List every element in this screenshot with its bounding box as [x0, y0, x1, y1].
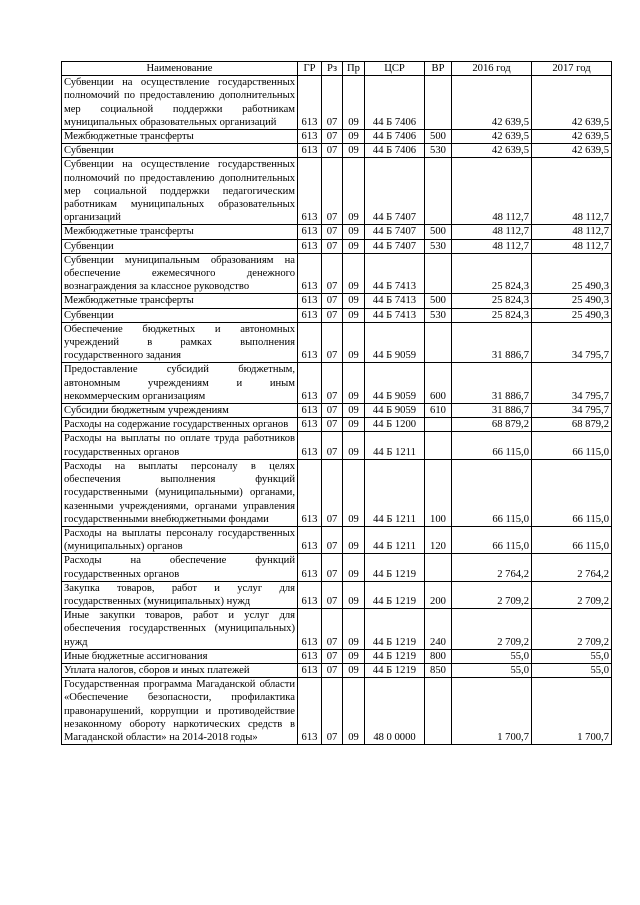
cell-rz: 07 [322, 526, 343, 553]
cell-rz: 07 [322, 609, 343, 650]
cell-name: Расходы на выплаты персоналу в целях обеспечения выполнения функций государственными (муниципальными) органами, казенными учреждениями, органами управления государственными внебюджетными фондами [62, 459, 298, 526]
cell-2017: 55,0 [532, 649, 612, 663]
cell-2017: 34 795,7 [532, 404, 612, 418]
cell-name: Расходы на выплаты персоналу государственных (муниципальных) органов [62, 526, 298, 553]
cell-gr: 613 [298, 459, 322, 526]
cell-pr: 09 [343, 432, 365, 459]
cell-gr: 613 [298, 526, 322, 553]
cell-pr: 09 [343, 649, 365, 663]
cell-pr: 09 [343, 418, 365, 432]
cell-name: Субвенции муниципальным образованиям на обеспечение ежемесячного денежного вознаграждения за классное руководство [62, 253, 298, 294]
cell-rz: 07 [322, 418, 343, 432]
cell-2017: 48 112,7 [532, 158, 612, 225]
cell-pr: 09 [343, 678, 365, 745]
cell-csr: 44 Б 7413 [365, 308, 425, 322]
cell-name: Субвенции [62, 144, 298, 158]
cell-vr: 600 [425, 363, 452, 404]
table-row [62, 158, 612, 225]
table-row [62, 526, 612, 553]
table-row [62, 609, 612, 650]
cell-vr [425, 418, 452, 432]
table-row [62, 581, 612, 608]
table-row [62, 432, 612, 459]
table-row [62, 76, 612, 130]
cell-2017: 55,0 [532, 663, 612, 677]
cell-gr: 613 [298, 158, 322, 225]
cell-rz: 07 [322, 649, 343, 663]
cell-2016: 25 824,3 [452, 308, 532, 322]
cell-2017: 48 112,7 [532, 225, 612, 239]
cell-rz: 07 [322, 404, 343, 418]
table-row [62, 404, 612, 418]
header-vr: ВР [425, 62, 452, 76]
cell-2016: 48 112,7 [452, 239, 532, 253]
table-row [62, 649, 612, 663]
header-pr: Пр [343, 62, 365, 76]
cell-gr: 613 [298, 239, 322, 253]
cell-csr: 44 Б 1211 [365, 459, 425, 526]
cell-2017: 48 112,7 [532, 239, 612, 253]
cell-rz: 07 [322, 158, 343, 225]
cell-2016: 42 639,5 [452, 76, 532, 130]
cell-2017: 34 795,7 [532, 363, 612, 404]
cell-pr: 09 [343, 404, 365, 418]
cell-2016: 55,0 [452, 663, 532, 677]
cell-rz: 07 [322, 678, 343, 745]
cell-vr [425, 253, 452, 294]
cell-rz: 07 [322, 581, 343, 608]
cell-pr: 09 [343, 663, 365, 677]
cell-name: Иные бюджетные ассигнования [62, 649, 298, 663]
cell-gr: 613 [298, 554, 322, 581]
table-row [62, 459, 612, 526]
cell-pr: 09 [343, 581, 365, 608]
cell-pr: 09 [343, 526, 365, 553]
table-row [62, 554, 612, 581]
cell-rz: 07 [322, 144, 343, 158]
cell-2017: 42 639,5 [532, 130, 612, 144]
cell-vr [425, 432, 452, 459]
table-row [62, 322, 612, 363]
cell-vr: 120 [425, 526, 452, 553]
cell-gr: 613 [298, 76, 322, 130]
cell-pr: 09 [343, 308, 365, 322]
cell-csr: 44 Б 7407 [365, 225, 425, 239]
table-row [62, 678, 612, 745]
cell-rz: 07 [322, 76, 343, 130]
cell-2016: 42 639,5 [452, 144, 532, 158]
cell-2016: 66 115,0 [452, 459, 532, 526]
cell-pr: 09 [343, 459, 365, 526]
cell-gr: 613 [298, 581, 322, 608]
header-row [62, 62, 612, 76]
cell-rz: 07 [322, 253, 343, 294]
cell-2016: 31 886,7 [452, 363, 532, 404]
cell-name: Расходы на содержание государственных органов [62, 418, 298, 432]
cell-2017: 42 639,5 [532, 76, 612, 130]
cell-pr: 09 [343, 144, 365, 158]
table-row [62, 239, 612, 253]
cell-rz: 07 [322, 363, 343, 404]
cell-2016: 42 639,5 [452, 130, 532, 144]
cell-csr: 44 Б 1219 [365, 581, 425, 608]
cell-2017: 34 795,7 [532, 322, 612, 363]
cell-2016: 66 115,0 [452, 526, 532, 553]
table-row [62, 130, 612, 144]
header-name: Наименование [62, 62, 298, 76]
cell-pr: 09 [343, 322, 365, 363]
cell-vr [425, 158, 452, 225]
cell-rz: 07 [322, 432, 343, 459]
cell-gr: 613 [298, 225, 322, 239]
cell-name: Межбюджетные трансферты [62, 130, 298, 144]
cell-name: Государственная программа Магаданской области «Обеспечение безопасности, профилактика правонарушений, коррупции и противодействие незаконному обороту наркотических средств в Магаданской области» на 2014-2018 годы» [62, 678, 298, 745]
cell-name: Закупка товаров, работ и услуг для государственных (муниципальных) нужд [62, 581, 298, 608]
cell-rz: 07 [322, 554, 343, 581]
cell-csr: 44 Б 9059 [365, 363, 425, 404]
table-row [62, 253, 612, 294]
cell-2017: 68 879,2 [532, 418, 612, 432]
cell-2016: 31 886,7 [452, 404, 532, 418]
cell-gr: 613 [298, 322, 322, 363]
cell-csr: 44 Б 7407 [365, 239, 425, 253]
cell-name: Межбюджетные трансферты [62, 294, 298, 308]
cell-csr: 44 Б 9059 [365, 404, 425, 418]
header-rz: Рз [322, 62, 343, 76]
cell-name: Расходы на выплаты по оплате труда работников государственных органов [62, 432, 298, 459]
cell-name: Предоставление субсидий бюджетным, автономным учреждениям и иным некоммерческим организациям [62, 363, 298, 404]
cell-gr: 613 [298, 144, 322, 158]
cell-2016: 25 824,3 [452, 294, 532, 308]
cell-gr: 613 [298, 363, 322, 404]
cell-gr: 613 [298, 404, 322, 418]
cell-vr: 800 [425, 649, 452, 663]
cell-csr: 44 Б 1211 [365, 432, 425, 459]
cell-2016: 2 709,2 [452, 609, 532, 650]
cell-csr: 44 Б 7406 [365, 144, 425, 158]
cell-gr: 613 [298, 432, 322, 459]
cell-pr: 09 [343, 609, 365, 650]
cell-rz: 07 [322, 239, 343, 253]
cell-vr [425, 76, 452, 130]
cell-2016: 1 700,7 [452, 678, 532, 745]
cell-name: Межбюджетные трансферты [62, 225, 298, 239]
cell-pr: 09 [343, 363, 365, 404]
cell-csr: 44 Б 7406 [365, 76, 425, 130]
cell-csr: 44 Б 7413 [365, 294, 425, 308]
cell-pr: 09 [343, 253, 365, 294]
cell-2016: 48 112,7 [452, 158, 532, 225]
cell-csr: 44 Б 1200 [365, 418, 425, 432]
cell-rz: 07 [322, 308, 343, 322]
cell-name: Субвенции на осуществление государственных полномочий по предоставлению дополнительных мер социальной поддержки педагогическим работникам муниципальных образовательных организаций [62, 158, 298, 225]
cell-rz: 07 [322, 663, 343, 677]
cell-vr [425, 678, 452, 745]
cell-2017: 66 115,0 [532, 432, 612, 459]
cell-name: Расходы на обеспечение функций государственных органов [62, 554, 298, 581]
cell-pr: 09 [343, 239, 365, 253]
cell-gr: 613 [298, 678, 322, 745]
cell-gr: 613 [298, 130, 322, 144]
table-body [62, 76, 612, 745]
cell-vr: 240 [425, 609, 452, 650]
cell-vr [425, 554, 452, 581]
cell-name: Обеспечение бюджетных и автономных учреждений в рамках выполнения государственного задания [62, 322, 298, 363]
cell-2017: 1 700,7 [532, 678, 612, 745]
cell-vr: 610 [425, 404, 452, 418]
cell-2016: 66 115,0 [452, 432, 532, 459]
cell-vr [425, 322, 452, 363]
cell-2017: 66 115,0 [532, 526, 612, 553]
cell-2017: 25 490,3 [532, 294, 612, 308]
cell-vr: 200 [425, 581, 452, 608]
budget-table [61, 61, 612, 745]
header-csr: ЦСР [365, 62, 425, 76]
cell-vr: 500 [425, 130, 452, 144]
cell-csr: 44 Б 7413 [365, 253, 425, 294]
cell-name: Субвенции [62, 239, 298, 253]
cell-pr: 09 [343, 554, 365, 581]
cell-rz: 07 [322, 294, 343, 308]
cell-rz: 07 [322, 225, 343, 239]
cell-vr: 500 [425, 294, 452, 308]
cell-2017: 2 764,2 [532, 554, 612, 581]
cell-vr: 850 [425, 663, 452, 677]
table-row [62, 294, 612, 308]
table-row [62, 663, 612, 677]
cell-pr: 09 [343, 130, 365, 144]
cell-2016: 2 709,2 [452, 581, 532, 608]
document-page [61, 61, 611, 745]
cell-gr: 613 [298, 308, 322, 322]
cell-2016: 68 879,2 [452, 418, 532, 432]
cell-2017: 25 490,3 [532, 308, 612, 322]
cell-2017: 66 115,0 [532, 459, 612, 526]
cell-csr: 44 Б 7407 [365, 158, 425, 225]
table-row [62, 308, 612, 322]
cell-gr: 613 [298, 418, 322, 432]
cell-csr: 44 Б 7406 [365, 130, 425, 144]
cell-gr: 613 [298, 253, 322, 294]
cell-2016: 2 764,2 [452, 554, 532, 581]
cell-pr: 09 [343, 294, 365, 308]
cell-vr: 500 [425, 225, 452, 239]
cell-2016: 48 112,7 [452, 225, 532, 239]
cell-csr: 44 Б 1219 [365, 554, 425, 581]
cell-csr: 44 Б 1219 [365, 649, 425, 663]
cell-2017: 42 639,5 [532, 144, 612, 158]
header-gr: ГР [298, 62, 322, 76]
cell-2017: 2 709,2 [532, 581, 612, 608]
table-row [62, 225, 612, 239]
cell-csr: 44 Б 1219 [365, 663, 425, 677]
cell-csr: 44 Б 9059 [365, 322, 425, 363]
cell-2017: 2 709,2 [532, 609, 612, 650]
cell-vr: 530 [425, 239, 452, 253]
cell-2016: 55,0 [452, 649, 532, 663]
cell-2016: 25 824,3 [452, 253, 532, 294]
cell-rz: 07 [322, 459, 343, 526]
cell-gr: 613 [298, 663, 322, 677]
cell-csr: 44 Б 1219 [365, 609, 425, 650]
table-row [62, 144, 612, 158]
cell-gr: 613 [298, 609, 322, 650]
table-header [62, 62, 612, 76]
cell-pr: 09 [343, 225, 365, 239]
cell-name: Иные закупки товаров, работ и услуг для обеспечения государственных (муниципальных) нужд [62, 609, 298, 650]
cell-name: Субвенции [62, 308, 298, 322]
cell-vr: 100 [425, 459, 452, 526]
cell-vr: 530 [425, 308, 452, 322]
cell-csr: 48 0 0000 [365, 678, 425, 745]
cell-name: Субвенции на осуществление государственных полномочий по предоставлению дополнительных мер социальной поддержки работникам муниципальных образовательных организаций [62, 76, 298, 130]
cell-pr: 09 [343, 158, 365, 225]
cell-2017: 25 490,3 [532, 253, 612, 294]
header-2017: 2017 год [532, 62, 612, 76]
cell-pr: 09 [343, 76, 365, 130]
header-2016: 2016 год [452, 62, 532, 76]
cell-rz: 07 [322, 130, 343, 144]
cell-2016: 31 886,7 [452, 322, 532, 363]
cell-gr: 613 [298, 294, 322, 308]
cell-gr: 613 [298, 649, 322, 663]
cell-csr: 44 Б 1211 [365, 526, 425, 553]
table-row [62, 418, 612, 432]
cell-vr: 530 [425, 144, 452, 158]
table-row [62, 363, 612, 404]
cell-rz: 07 [322, 322, 343, 363]
cell-name: Субсидии бюджетным учреждениям [62, 404, 298, 418]
cell-name: Уплата налогов, сборов и иных платежей [62, 663, 298, 677]
